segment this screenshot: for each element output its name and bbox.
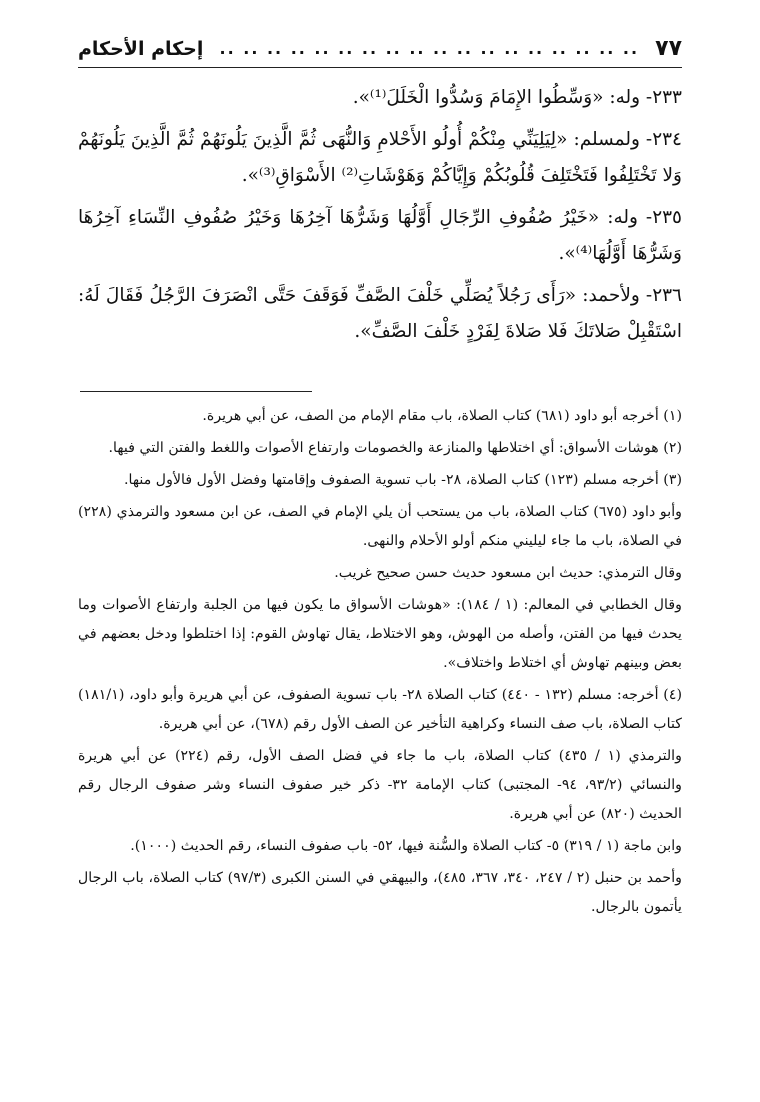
running-header [78, 30, 682, 68]
footnote: (٤) أخرجه: مسلم (١٣٢ - ٤٤٠) كتاب الصلاة ٢٨- باب تسوية الصفوف، عن أبي هريرة وأبو داود، (١٨١/١) كتاب الصلاة، باب صف النساء وكراهية التأخير عن الصف الأول رقم (٦٧٨)، عن أبي هريرة. [78, 687, 682, 732]
footnote-separator [80, 391, 312, 392]
hadith-235: ٢٣٥- وله: «خَيْرُ صُفُوفِ الرِّجَالِ أَوَّلُهَا وَشَرُّهَا آخِرُهَا وَخَيْرُ صُفُوفِ النِّسَاءِ آخِرُهَا وَشَرُّهَا أَوَّلُهَا⁽⁴⁾». [78, 207, 682, 264]
footnote: (٣) أخرجه مسلم (١٢٣) كتاب الصلاة، ٢٨- باب تسوية الصفوف وإقامتها وفضل الأول فالأول منها. [124, 472, 682, 488]
footnotes [78, 402, 682, 925]
footnote: وابن ماجة (١ / ٣١٩) ٥- كتاب الصلاة والسُّنة فيها، ٥٢- باب صفوف النساء، رقم الحديث (١٠٠٠). [130, 838, 682, 854]
footnote: وأبو داود (٦٧٥) كتاب الصلاة، باب من يستحب أن يلي الإمام في الصف، عن ابن مسعود والترمذي (٢٢٨) في الصلاة، باب ما جاء ليليني منكم أولو الأحلام والنهى. [78, 504, 682, 549]
hadith-text-block [78, 80, 682, 356]
page-number: ٧٧ [655, 36, 682, 61]
footnote: وقال الترمذي: حديث ابن مسعود حديث حسن صحيح غريب. [334, 565, 682, 581]
hadith-234: ٢٣٤- ولمسلم: «لِيَلِيَنِّي مِنْكُمْ أُولُو الأَحْلامِ وَالنُّهَى ثُمَّ الَّذِينَ يَلُونَهُمْ ثُمَّ الَّذِينَ يَلُونَهُمْ وَلا تَخْتَلِفُوا فَتَخْتَلِفَ قُلُوبُكُمْ وَإِيَّاكُمْ وَهَوْشَاتِ⁽²⁾ الأَسْوَاقِ⁽³⁾». [78, 129, 682, 186]
footnote: (١) أخرجه أبو داود (٦٨١) كتاب الصلاة، باب مقام الإمام من الصف، عن أبي هريرة. [202, 408, 682, 424]
hadith-233: ٢٣٣- وله: «وَسِّطُوا الإِمَامَ وَسُدُّوا الْخَلَلَ⁽¹⁾». [352, 87, 682, 108]
footnote: والترمذي (١ / ٤٣٥) كتاب الصلاة، باب ما جاء في فضل الصف الأول، رقم (٢٢٤) عن أبي هريرة والنسائي (٩٣/٢، ٩٤- المجتبى) كتاب الإمامة ٣٢- ذكر خير صفوف النساء وشر صفوف الرجال رقم الحديث (٨٢٠) عن أبي هريرة. [78, 748, 682, 822]
footnote: وأحمد بن حنبل (٢ / ٢٤٧، ٣٤٠، ٣٦٧، ٤٨٥)، والبيهقي في السنن الكبرى (٩٧/٣) كتاب الصلاة، باب الرجال يأتمون بالرجال. [78, 870, 682, 915]
footnote: (٢) هوشات الأسواق: أي اختلاطها والمنازعة والخصومات وارتفاع الأصوات واللغط والفتن التي فيها. [108, 440, 682, 456]
footnote: وقال الخطابي في المعالم: (١ / ١٨٤): «هوشات الأسواق ما يكون فيها من الجلبة وارتفاع الأصوات وما يحدث فيها من الفتن، وأصله من الهوش، وهو الاختلاط، يقال تهاوش القوم: إذا اختلطوا ودخل بعضهم في بعض وبينهم تهاوش أي اختلاط واختلاف». [78, 597, 682, 671]
book-title: إحكام الأحكام [78, 37, 204, 60]
header-leader-dots: .. .. .. .. .. .. .. .. .. .. .. .. .. .. .. .. .. .. [219, 39, 640, 58]
hadith-236: ٢٣٦- ولأحمد: «رَأَى رَجُلاً يُصَلِّي خَلْفَ الصَّفِّ فَوَقَفَ حَتَّى انْصَرَفَ الرَّجُلُ فَقَالَ لَهُ: اسْتَقْبِلْ صَلاتَكَ فَلا صَلاةَ لِفَرْدٍ خَلْفَ الصَّفِّ». [78, 285, 682, 342]
